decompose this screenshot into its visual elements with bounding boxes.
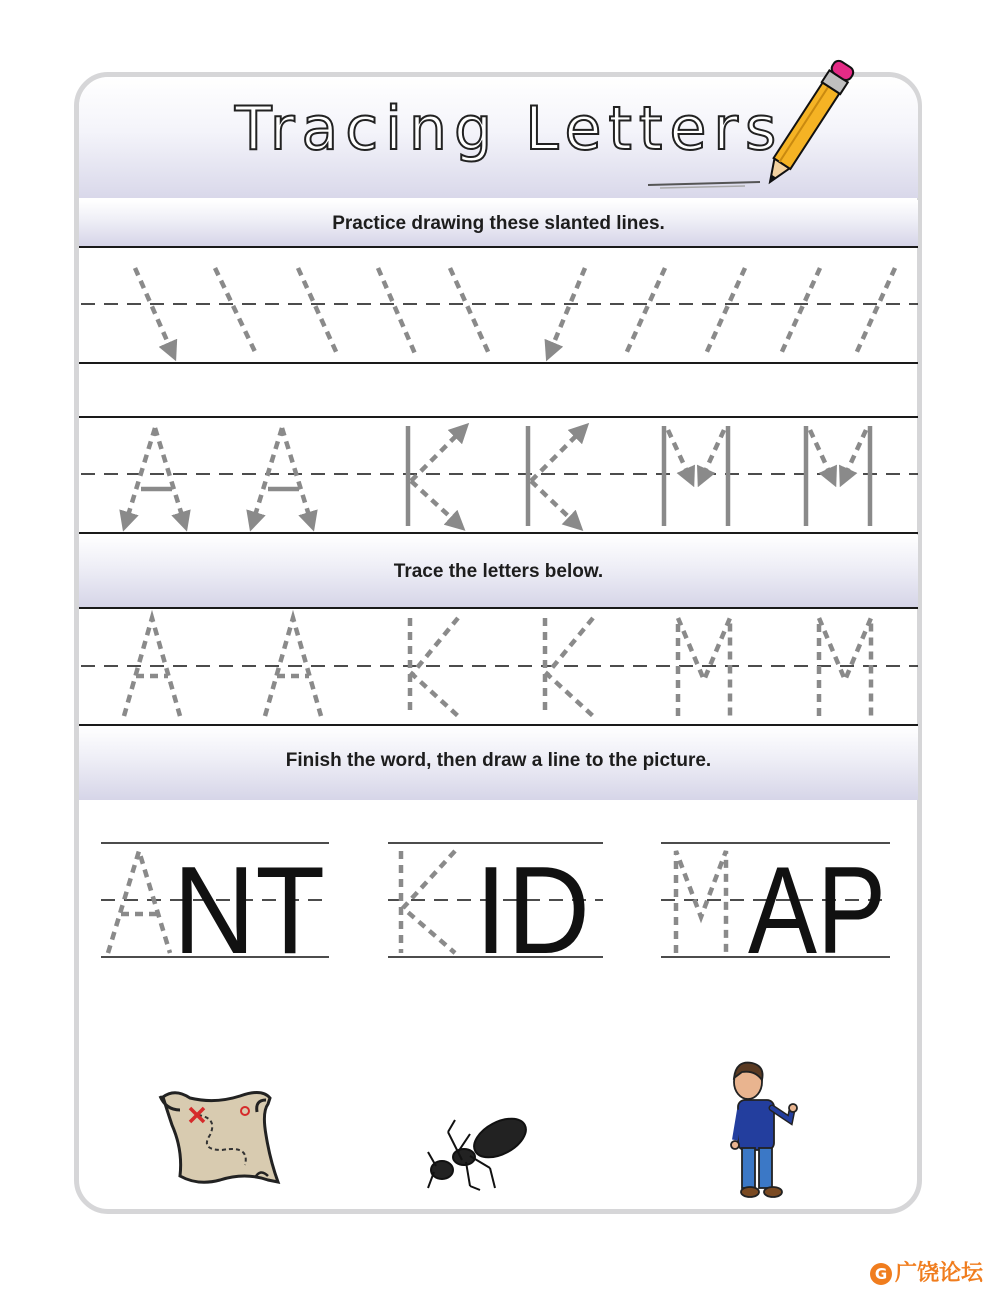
arrow-letter-m-1 [664, 426, 728, 526]
midlines [81, 304, 918, 666]
word2-traced-letter [401, 851, 455, 953]
map-picture [160, 1092, 278, 1182]
word1-completed: NT [173, 842, 325, 980]
arrow-letter-a-2 [253, 428, 311, 522]
word2-completed: ID [475, 842, 590, 980]
logo-g-icon: G [870, 1263, 892, 1285]
page-title: Tracing Letters [235, 94, 784, 164]
arrow-letter-k-2 [528, 426, 582, 526]
kid-picture [731, 1063, 797, 1197]
trace-letter-k-2 [545, 618, 593, 716]
site-logo [870, 1256, 983, 1287]
arrow-letter-m-2 [806, 426, 870, 526]
trace-letter-m-1 [678, 618, 730, 716]
instruction-trace: Trace the letters below. [393, 561, 604, 582]
arrow-letter-a-1 [126, 428, 184, 522]
word1-traced-letter [108, 851, 170, 953]
trace-letter-k-1 [410, 618, 458, 716]
word3-completed: AP [748, 842, 886, 980]
word3-traced-letter [676, 851, 726, 953]
slanted-lines [135, 268, 895, 356]
trace-letter-a-2 [265, 618, 321, 716]
instruction-finish: Finish the word, then draw a line to the picture. [285, 750, 712, 771]
trace-letter-a-1 [124, 618, 180, 716]
pencil-icon [648, 59, 855, 188]
instruction-slanted: Practice drawing these slanted lines. [332, 213, 665, 234]
ant-picture [428, 1111, 532, 1190]
logo-text: 广饶论坛 [895, 1261, 984, 1286]
trace-letter-m-2 [819, 618, 871, 716]
arrow-letter-k-1 [408, 426, 462, 526]
